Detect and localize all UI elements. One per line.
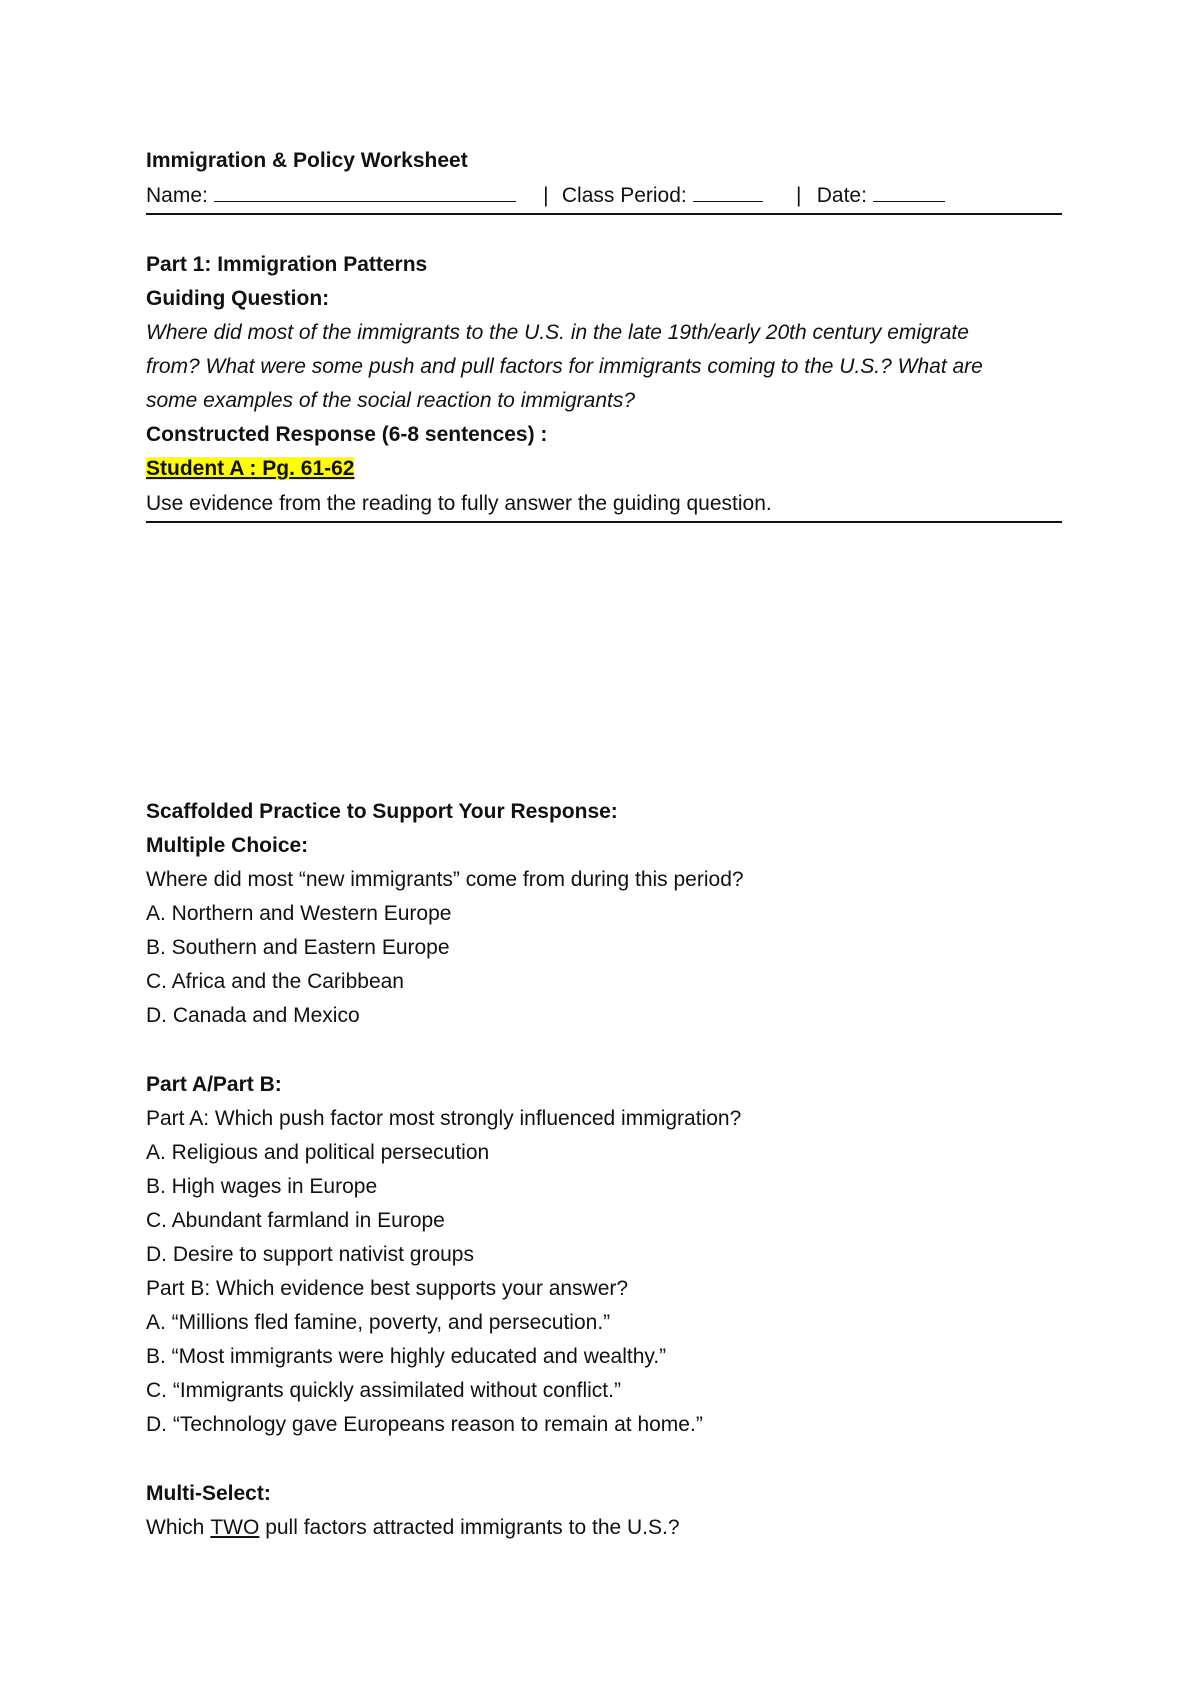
name-field[interactable] xyxy=(146,179,516,213)
multi-select-label: Multi-Select: xyxy=(146,1482,271,1505)
class-period-label: Class Period: xyxy=(561,184,687,207)
student-assignment xyxy=(146,452,354,486)
guiding-question-line-3: some examples of the social reaction to immigrants? xyxy=(146,389,636,412)
student-info-row xyxy=(146,179,1062,215)
guiding-question-label: Guiding Question: xyxy=(146,287,330,310)
scaffold-heading: Scaffolded Practice to Support Your Response: xyxy=(146,800,618,823)
date-label: Date: xyxy=(816,184,867,207)
part-b-option[interactable]: C. “Immigrants quickly assimilated without conflict.” xyxy=(146,1379,621,1402)
mc-option[interactable]: B. Southern and Eastern Europe xyxy=(146,936,450,959)
part1-heading: Part 1: Immigration Patterns xyxy=(146,253,428,276)
name-blank xyxy=(214,181,516,202)
separator-2: | xyxy=(796,184,802,207)
part-b-question: Part B: Which evidence best supports your answer? xyxy=(146,1277,629,1300)
multi-select-question xyxy=(146,1511,680,1545)
mc-option[interactable]: C. Africa and the Caribbean xyxy=(146,970,404,993)
part-a-option[interactable]: D. Desire to support nativist groups xyxy=(146,1243,474,1266)
response-instruction: Use evidence from the reading to fully answer the guiding question. xyxy=(146,492,772,515)
date-field[interactable] xyxy=(817,179,945,213)
multiple-choice-label: Multiple Choice: xyxy=(146,834,309,857)
guiding-question-line-2: from? What were some push and pull factors for immigrants coming to the U.S.? What are xyxy=(146,355,983,378)
mc-option[interactable]: A. Northern and Western Europe xyxy=(146,902,452,925)
mc-question: Where did most “new immigrants” come from during this period? xyxy=(146,868,744,891)
part-b-option[interactable]: D. “Technology gave Europeans reason to remain at home.” xyxy=(146,1413,703,1436)
multi-select-question-end: pull factors attracted immigrants to the U.S.? xyxy=(265,1516,680,1539)
name-label: Name: xyxy=(146,184,208,207)
part-a-option[interactable]: A. Religious and political persecution xyxy=(146,1141,490,1164)
mc-option[interactable]: D. Canada and Mexico xyxy=(146,1004,360,1027)
part-a-option[interactable]: C. Abundant farmland in Europe xyxy=(146,1209,445,1232)
part-a-question: Part A: Which push factor most strongly influenced immigration? xyxy=(146,1107,742,1130)
multi-select-emphasis: TWO xyxy=(210,1516,260,1539)
student-assignment-highlight: Student A : Pg. 61-62 xyxy=(146,457,355,480)
multi-select-question-start: Which xyxy=(146,1516,205,1539)
response-rule xyxy=(146,521,1062,523)
class-period-field[interactable] xyxy=(562,179,763,213)
part-b-option[interactable]: B. “Most immigrants were highly educated and wealthy.” xyxy=(146,1345,667,1368)
constructed-response-label: Constructed Response (6-8 sentences) : xyxy=(146,423,548,446)
class-period-blank xyxy=(693,181,763,202)
separator-1: | xyxy=(543,184,549,207)
date-blank xyxy=(873,181,945,202)
part-ab-label: Part A/Part B: xyxy=(146,1073,282,1096)
worksheet-title: Immigration & Policy Worksheet xyxy=(146,149,468,172)
part-b-option[interactable]: A. “Millions fled famine, poverty, and persecution.” xyxy=(146,1311,611,1334)
part-a-option[interactable]: B. High wages in Europe xyxy=(146,1175,378,1198)
guiding-question-line-1: Where did most of the immigrants to the U.S. in the late 19th/early 20th century emigrate xyxy=(146,321,969,344)
